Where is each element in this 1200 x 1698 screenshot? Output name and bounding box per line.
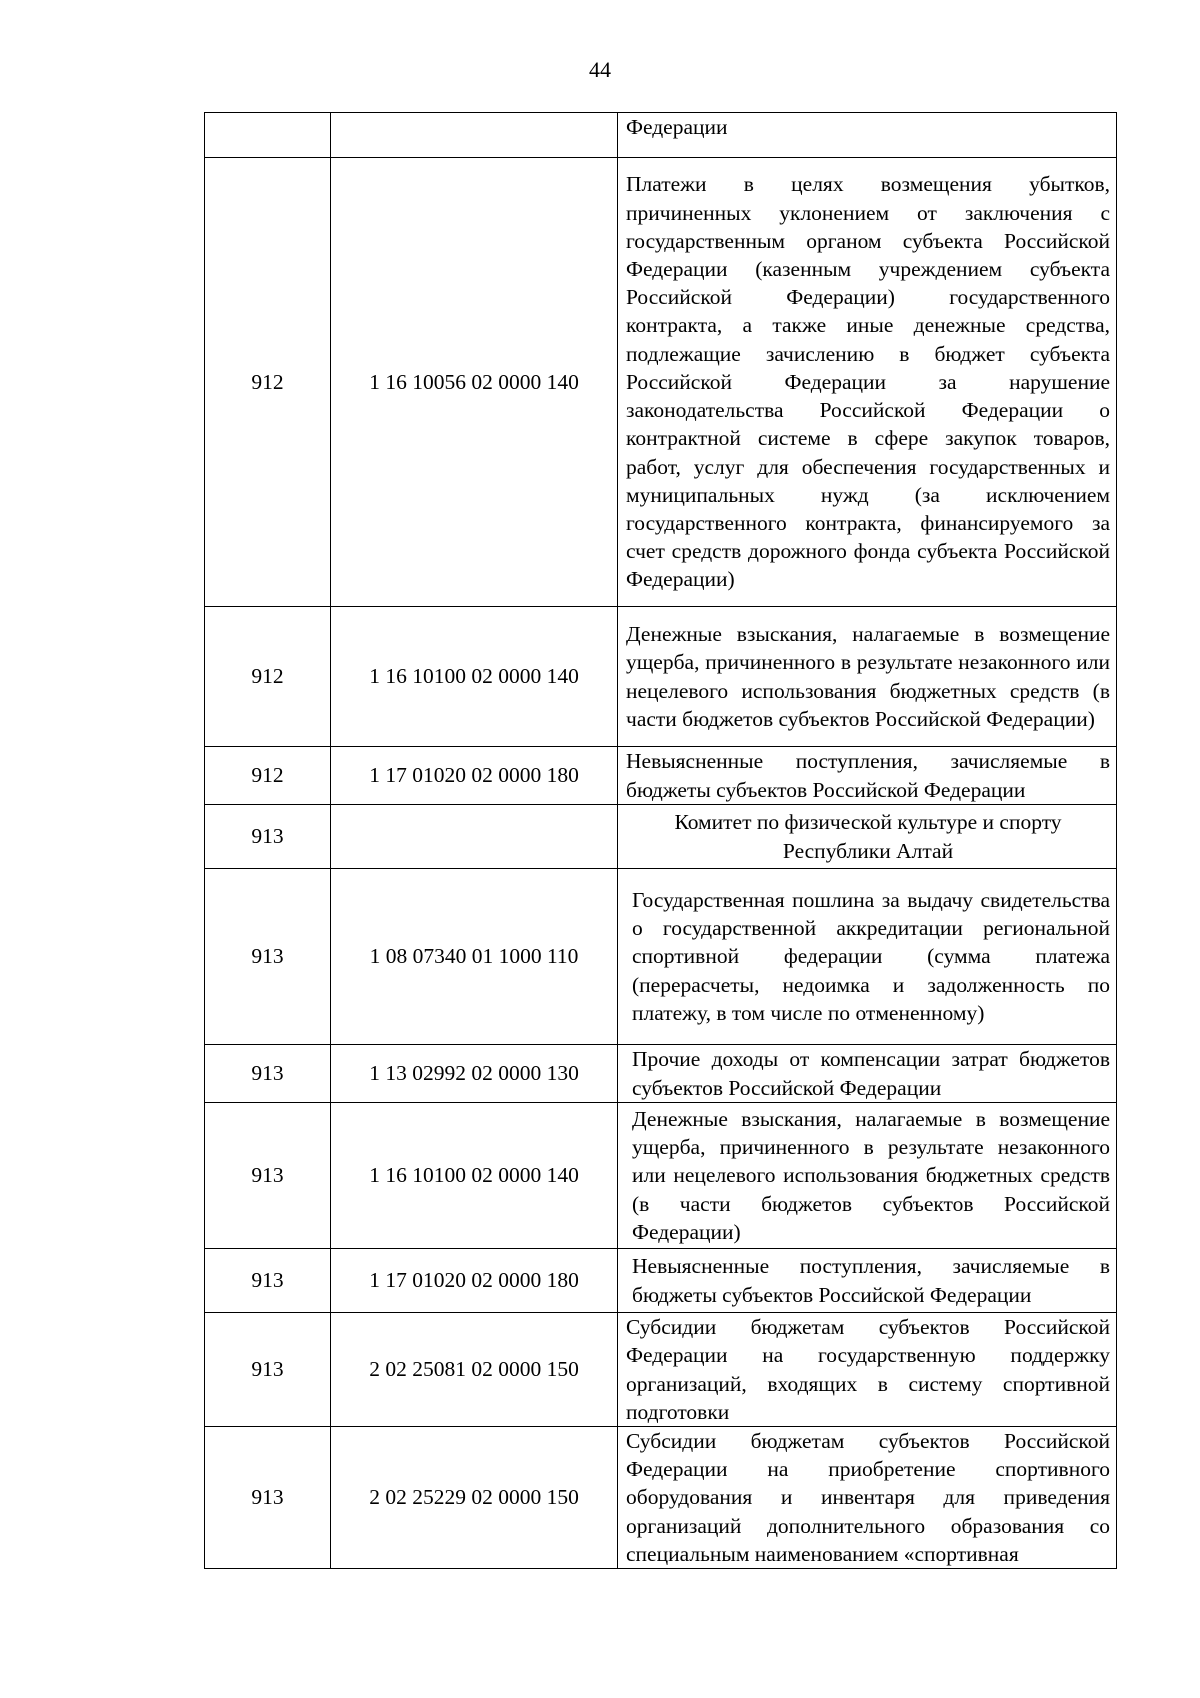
income-code-cell xyxy=(331,805,618,869)
income-code-cell: 2 02 25081 02 0000 150 xyxy=(331,1313,618,1427)
admin-code-cell: 912 xyxy=(205,607,331,747)
section-heading-cell xyxy=(618,805,1117,869)
description-cell xyxy=(618,869,1117,1045)
table-row xyxy=(205,113,1117,158)
table-row xyxy=(205,747,1117,805)
description-text: Платежи в целях возмещения убытков, причиненных уклонением от заключения с государственным органом субъекта Российской Федерации (казенным учреждением субъекта Российской Федерации) государственного контракта, а также иные денежные средства, подлежащие зачислению в бюджет субъекта Российской Федерации за нарушение законодательства Российской Федерации о контрактной системе в сфере закупок товаров, работ, услуг для обеспечения государственных и муниципальных нужд (за исключением государственного контракта, финансируемого за счет средств дорожного фонда субъекта Российской Федерации) xyxy=(626,172,1110,592)
description-text: Субсидии бюджетам субъектов Российской Федерации на приобретение спортивного оборудования и инвентаря для приведения организаций дополнительного образования со специальным наименованием «спортивная xyxy=(626,1429,1110,1566)
description-cell xyxy=(618,607,1117,747)
admin-code-cell xyxy=(205,113,331,158)
description-cell xyxy=(618,747,1117,805)
description-cell xyxy=(618,1249,1117,1313)
description-cell xyxy=(618,113,1117,158)
description-cell xyxy=(618,158,1117,607)
income-code-cell: 1 16 10100 02 0000 140 xyxy=(331,607,618,747)
page-number: 44 xyxy=(589,57,611,82)
description-text: Денежные взыскания, налагаемые в возмещение ущерба, причиненного в результате незаконного или нецелевого использования бюджетных средств (в части бюджетов субъектов Российской Федерации) xyxy=(632,1106,1110,1244)
section-heading: Комитет по физической культуре и спорту Республики Алтай xyxy=(674,810,1062,863)
description-text: Прочие доходы от компенсации затрат бюджетов субъектов Российской Федерации xyxy=(632,1047,1110,1100)
table-row xyxy=(205,158,1117,607)
table-row xyxy=(205,1249,1117,1313)
table-row xyxy=(205,805,1117,869)
table-row xyxy=(205,869,1117,1045)
table-row xyxy=(205,1427,1117,1569)
table-row xyxy=(205,607,1117,747)
table-row xyxy=(205,1103,1117,1249)
description-text: Государственная пошлина за выдачу свидетельства о государственной аккредитации региональной спортивной федерации (сумма платежа (перерасчеты, недоимка и задолженность по платежу, в том числе по отмененному) xyxy=(632,887,1110,1025)
description-cell xyxy=(618,1427,1117,1569)
admin-code-cell: 913 xyxy=(205,1313,331,1427)
income-code-cell: 2 02 25229 02 0000 150 xyxy=(331,1427,618,1569)
description-text: Невыясненные поступления, зачисляемые в бюджеты субъектов Российской Федерации xyxy=(626,749,1110,802)
table-row xyxy=(205,1313,1117,1427)
admin-code-cell: 913 xyxy=(205,869,331,1045)
description-cell xyxy=(618,1313,1117,1427)
income-code-cell: 1 16 10056 02 0000 140 xyxy=(331,158,618,607)
income-code-cell: 1 16 10100 02 0000 140 xyxy=(331,1103,618,1249)
income-code-cell: 1 13 02992 02 0000 130 xyxy=(331,1045,618,1103)
description-cell xyxy=(618,1103,1117,1249)
income-code-cell: 1 08 07340 01 1000 110 xyxy=(331,869,618,1045)
income-code-cell xyxy=(331,113,618,158)
table-row xyxy=(205,1045,1117,1103)
admin-code-cell: 913 xyxy=(205,805,331,869)
admin-code-cell: 913 xyxy=(205,1103,331,1249)
description-text: Федерации xyxy=(626,115,728,139)
admin-code-cell: 912 xyxy=(205,158,331,607)
admin-code-cell: 912 xyxy=(205,747,331,805)
admin-code-cell: 913 xyxy=(205,1045,331,1103)
description-cell xyxy=(618,1045,1117,1103)
revenue-codes-table xyxy=(204,112,1117,1569)
description-text: Субсидии бюджетам субъектов Российской Федерации на государственную поддержку организаций, входящих в систему спортивной подготовки xyxy=(626,1315,1110,1424)
income-code-cell: 1 17 01020 02 0000 180 xyxy=(331,747,618,805)
description-text: Денежные взыскания, налагаемые в возмещение ущерба, причиненного в результате незаконного или нецелевого использования бюджетных средств (в части бюджетов субъектов Российской Федерации) xyxy=(626,622,1110,731)
admin-code-cell: 913 xyxy=(205,1427,331,1569)
description-text: Невыясненные поступления, зачисляемые в бюджеты субъектов Российской Федерации xyxy=(632,1254,1110,1307)
income-code-cell: 1 17 01020 02 0000 180 xyxy=(331,1249,618,1313)
admin-code-cell: 913 xyxy=(205,1249,331,1313)
